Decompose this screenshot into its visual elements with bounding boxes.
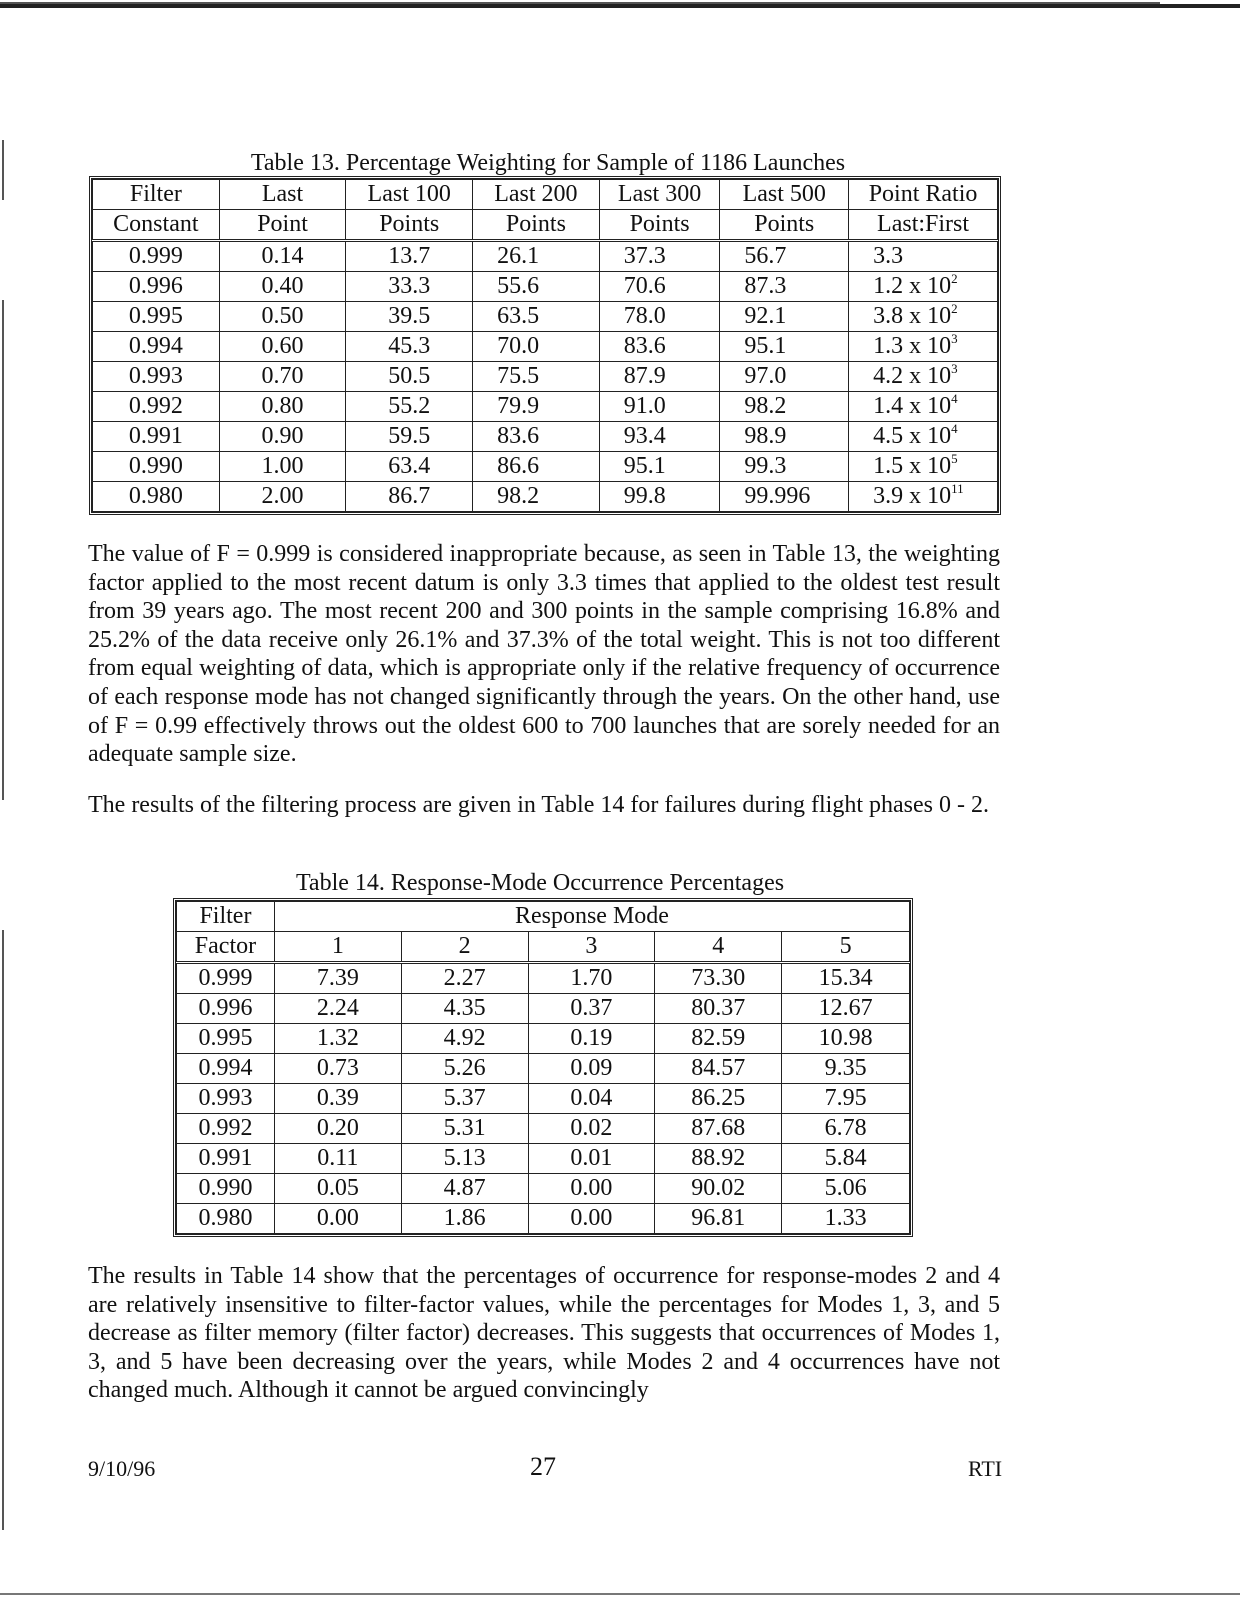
- header-cell: Points: [599, 210, 720, 241]
- ratio-cell: [849, 272, 998, 302]
- table-cell: 0.37: [528, 994, 655, 1024]
- table-row: [93, 392, 998, 422]
- table-cell: 95.1: [720, 332, 849, 362]
- table-cell: 0.995: [177, 1024, 275, 1054]
- table-cell: 0.00: [528, 1174, 655, 1204]
- table-cell: 5.13: [401, 1144, 528, 1174]
- table-row: [177, 1174, 910, 1204]
- table-cell: 0.00: [528, 1204, 655, 1234]
- table-cell: 98.2: [473, 482, 600, 512]
- table-cell: 83.6: [599, 332, 720, 362]
- table-cell: 0.19: [528, 1024, 655, 1054]
- table-row: [93, 272, 998, 302]
- table-cell: 93.4: [599, 422, 720, 452]
- table14: [173, 898, 913, 1237]
- page-number: 27: [530, 1452, 556, 1481]
- table-cell: 2.27: [401, 963, 528, 994]
- table-cell: 0.994: [93, 332, 220, 362]
- table-row: [177, 1084, 910, 1114]
- table-row: [93, 422, 998, 452]
- header-cell: Points: [473, 210, 600, 241]
- table-cell: 86.6: [473, 452, 600, 482]
- ratio-base: 3.3: [873, 243, 904, 269]
- ratio-base: 1.5 x 10: [873, 453, 952, 479]
- table-cell: 78.0: [599, 302, 720, 332]
- table-cell: 5.37: [401, 1084, 528, 1114]
- table-cell: 0.20: [274, 1114, 401, 1144]
- table-cell: 0.40: [219, 272, 346, 302]
- table-cell: 63.4: [346, 452, 473, 482]
- header-cell: Last: [219, 180, 346, 210]
- table-cell: 0.70: [219, 362, 346, 392]
- table-cell: 0.00: [274, 1204, 401, 1234]
- scan-edge-mark: [2, 930, 4, 1530]
- ratio-cell: [849, 422, 998, 452]
- table-row: [93, 452, 998, 482]
- table-cell: 0.980: [93, 482, 220, 512]
- table13: [89, 176, 1001, 515]
- table-cell: 0.02: [528, 1114, 655, 1144]
- table-cell: 7.95: [782, 1084, 910, 1114]
- header-mode: 5: [782, 932, 910, 963]
- table-cell: 87.68: [655, 1114, 782, 1144]
- ratio-cell: [849, 482, 998, 512]
- table-cell: 1.00: [219, 452, 346, 482]
- table-cell: 92.1: [720, 302, 849, 332]
- table-cell: 0.993: [93, 362, 220, 392]
- table-row: [177, 1024, 910, 1054]
- table-cell: 4.87: [401, 1174, 528, 1204]
- table-cell: 0.991: [177, 1144, 275, 1174]
- table13-caption: Table 13. Percentage Weighting for Sample of 1186 Launches: [250, 150, 846, 176]
- table-cell: 26.1: [473, 241, 600, 272]
- table-row: [93, 241, 998, 272]
- table-cell: 6.78: [782, 1114, 910, 1144]
- ratio-base: 3.8 x 10: [873, 303, 952, 329]
- table-cell: 5.06: [782, 1174, 910, 1204]
- table-cell: 7.39: [274, 963, 401, 994]
- ratio-cell: [849, 302, 998, 332]
- table-cell: 75.5: [473, 362, 600, 392]
- table-cell: 10.98: [782, 1024, 910, 1054]
- table-cell: 55.6: [473, 272, 600, 302]
- table-cell: 87.3: [720, 272, 849, 302]
- header-cell: Last 100: [346, 180, 473, 210]
- table-cell: 80.37: [655, 994, 782, 1024]
- header-cell: Last 300: [599, 180, 720, 210]
- table-cell: 37.3: [599, 241, 720, 272]
- paragraph-mode-trends: The results in Table 14 show that the percentages of occurrence for response-modes 2 and 4 are relatively insensitive to filter-factor values, while the percentages for Modes 1, 3, and 5 decrease as filter memory (filter factor) decreases. This suggests that occurrences of Modes 1, 3, and 5 have been decreasing over the years, while Modes 2 and 4 occurrences have not changed much. Although it cannot be argued convincingly: [88, 1263, 1000, 1404]
- table-cell: 15.34: [782, 963, 910, 994]
- table-cell: 0.50: [219, 302, 346, 332]
- table-cell: 87.9: [599, 362, 720, 392]
- ratio-cell: [849, 392, 998, 422]
- table-cell: 50.5: [346, 362, 473, 392]
- header-cell: Constant: [93, 210, 220, 241]
- ratio-cell: [849, 241, 998, 272]
- header-cell: Point: [219, 210, 346, 241]
- table-cell: 63.5: [473, 302, 600, 332]
- table-row: [177, 1144, 910, 1174]
- ratio-base: 1.4 x 10: [873, 393, 952, 419]
- table-cell: 9.35: [782, 1054, 910, 1084]
- table-cell: 33.3: [346, 272, 473, 302]
- table-cell: 1.32: [274, 1024, 401, 1054]
- ratio-base: 4.2 x 10: [873, 363, 952, 389]
- table-cell: 91.0: [599, 392, 720, 422]
- table-cell: 0.994: [177, 1054, 275, 1084]
- ratio-cell: [849, 362, 998, 392]
- header-mode: 4: [655, 932, 782, 963]
- table-cell: 45.3: [346, 332, 473, 362]
- table-cell: 86.7: [346, 482, 473, 512]
- table14-body: [177, 963, 910, 1234]
- table-cell: 97.0: [720, 362, 849, 392]
- bottom-rule: [0, 1593, 1240, 1595]
- paragraph-filter-results: The results of the filtering process are given in Table 14 for failures during flight phases 0 - 2.: [88, 792, 989, 818]
- table-cell: 0.980: [177, 1204, 275, 1234]
- table-cell: 0.14: [219, 241, 346, 272]
- header-cell: Last 500: [720, 180, 849, 210]
- header-mode: 3: [528, 932, 655, 963]
- table-cell: 1.70: [528, 963, 655, 994]
- table-cell: 99.8: [599, 482, 720, 512]
- scan-edge-mark: [2, 300, 4, 800]
- table-cell: 0.09: [528, 1054, 655, 1084]
- ratio-exponent: 3: [951, 331, 958, 346]
- table-cell: 95.1: [599, 452, 720, 482]
- table-cell: 0.990: [177, 1174, 275, 1204]
- table-cell: 13.7: [346, 241, 473, 272]
- table-cell: 90.02: [655, 1174, 782, 1204]
- table-cell: 5.31: [401, 1114, 528, 1144]
- header-cell: Filter: [177, 902, 275, 932]
- table-cell: 0.992: [177, 1114, 275, 1144]
- table-cell: 2.24: [274, 994, 401, 1024]
- ratio-exponent: 2: [951, 271, 958, 286]
- table-cell: 0.999: [93, 241, 220, 272]
- table-cell: 98.2: [720, 392, 849, 422]
- table-cell: 12.67: [782, 994, 910, 1024]
- table-row: [177, 963, 910, 994]
- table-cell: 1.86: [401, 1204, 528, 1234]
- table-row: [93, 302, 998, 332]
- ratio-exponent: 4: [951, 391, 958, 406]
- scan-edge-mark: [2, 140, 4, 200]
- ratio-base: 1.3 x 10: [873, 333, 952, 359]
- table-cell: 0.993: [177, 1084, 275, 1114]
- table-cell: 0.60: [219, 332, 346, 362]
- table14-header: [177, 902, 910, 963]
- table-cell: 0.90: [219, 422, 346, 452]
- table14-caption: Table 14. Response-Mode Occurrence Percentages: [295, 870, 785, 896]
- table-cell: 83.6: [473, 422, 600, 452]
- table-cell: 0.990: [93, 452, 220, 482]
- table-cell: 0.73: [274, 1054, 401, 1084]
- table-cell: 59.5: [346, 422, 473, 452]
- table-cell: 73.30: [655, 963, 782, 994]
- table-cell: 0.05: [274, 1174, 401, 1204]
- table-cell: 96.81: [655, 1204, 782, 1234]
- header-mode: 1: [274, 932, 401, 963]
- ratio-base: 1.2 x 10: [873, 273, 952, 299]
- header-cell: Last 200: [473, 180, 600, 210]
- table-cell: 5.84: [782, 1144, 910, 1174]
- table-cell: 79.9: [473, 392, 600, 422]
- table-cell: 0.80: [219, 392, 346, 422]
- table-cell: 70.0: [473, 332, 600, 362]
- table-cell: 0.04: [528, 1084, 655, 1114]
- table-cell: 0.11: [274, 1144, 401, 1174]
- table-cell: 84.57: [655, 1054, 782, 1084]
- table-cell: 0.999: [177, 963, 275, 994]
- table-row: [93, 482, 998, 512]
- table-cell: 82.59: [655, 1024, 782, 1054]
- ratio-exponent: 2: [951, 301, 958, 316]
- table-cell: 0.996: [177, 994, 275, 1024]
- ratio-cell: [849, 452, 998, 482]
- header-mode: 2: [401, 932, 528, 963]
- paragraph-filter-choice: The value of F = 0.999 is considered inappropriate because, as seen in Table 13, the weighting factor applied to the most recent datum is only 3.3 times that applied to the oldest test result from 39 years ago. The most recent 200 and 300 points in the sample comprising 16.8% and 25.2% of the data receive only 26.1% and 37.3% of the total weight. This is not too different from equal weighting of data, which is appropriate only if the relative frequency of occurrence of each response mode has not changed significantly through the years. On the other hand, use of F = 0.99 effectively throws out the oldest 600 to 700 launches that are sorely needed for an adequate sample size.: [88, 541, 1000, 768]
- table-row: [177, 1054, 910, 1084]
- footer-date: 9/10/96: [88, 1456, 156, 1481]
- table-cell: 98.9: [720, 422, 849, 452]
- table-cell: 70.6: [599, 272, 720, 302]
- table-cell: 4.35: [401, 994, 528, 1024]
- header-cell: Last:First: [849, 210, 998, 241]
- ratio-exponent: 11: [951, 481, 964, 496]
- table-row: [93, 362, 998, 392]
- table-cell: 0.995: [93, 302, 220, 332]
- header-cell: Point Ratio: [849, 180, 998, 210]
- table-cell: 5.26: [401, 1054, 528, 1084]
- table-cell: 1.33: [782, 1204, 910, 1234]
- header-cell: Factor: [177, 932, 275, 963]
- header-cell: Points: [346, 210, 473, 241]
- header-group-response-mode: Response Mode: [274, 902, 909, 932]
- ratio-base: 4.5 x 10: [873, 423, 952, 449]
- table-cell: 55.2: [346, 392, 473, 422]
- table-cell: 88.92: [655, 1144, 782, 1174]
- table13-body: [93, 241, 998, 512]
- top-rule: [0, 4, 1240, 8]
- ratio-exponent: 3: [951, 361, 958, 376]
- table-cell: 0.991: [93, 422, 220, 452]
- ratio-exponent: 4: [951, 421, 958, 436]
- ratio-exponent: 5: [951, 451, 958, 466]
- header-cell: Points: [720, 210, 849, 241]
- table-cell: 2.00: [219, 482, 346, 512]
- table-row: [177, 1204, 910, 1234]
- footer-org: RTI: [968, 1456, 1003, 1481]
- ratio-base: 3.9 x 10: [873, 483, 952, 509]
- header-cell: Filter: [93, 180, 220, 210]
- table-cell: 99.996: [720, 482, 849, 512]
- table-row: [177, 994, 910, 1024]
- table-cell: 99.3: [720, 452, 849, 482]
- table-cell: 0.39: [274, 1084, 401, 1114]
- table-cell: 86.25: [655, 1084, 782, 1114]
- ratio-cell: [849, 332, 998, 362]
- table-cell: 0.01: [528, 1144, 655, 1174]
- table-cell: 39.5: [346, 302, 473, 332]
- table-cell: 56.7: [720, 241, 849, 272]
- table-cell: 0.996: [93, 272, 220, 302]
- table-cell: 0.992: [93, 392, 220, 422]
- table13-header: [93, 180, 998, 241]
- table-row: [177, 1114, 910, 1144]
- table-cell: 4.92: [401, 1024, 528, 1054]
- table-row: [93, 332, 998, 362]
